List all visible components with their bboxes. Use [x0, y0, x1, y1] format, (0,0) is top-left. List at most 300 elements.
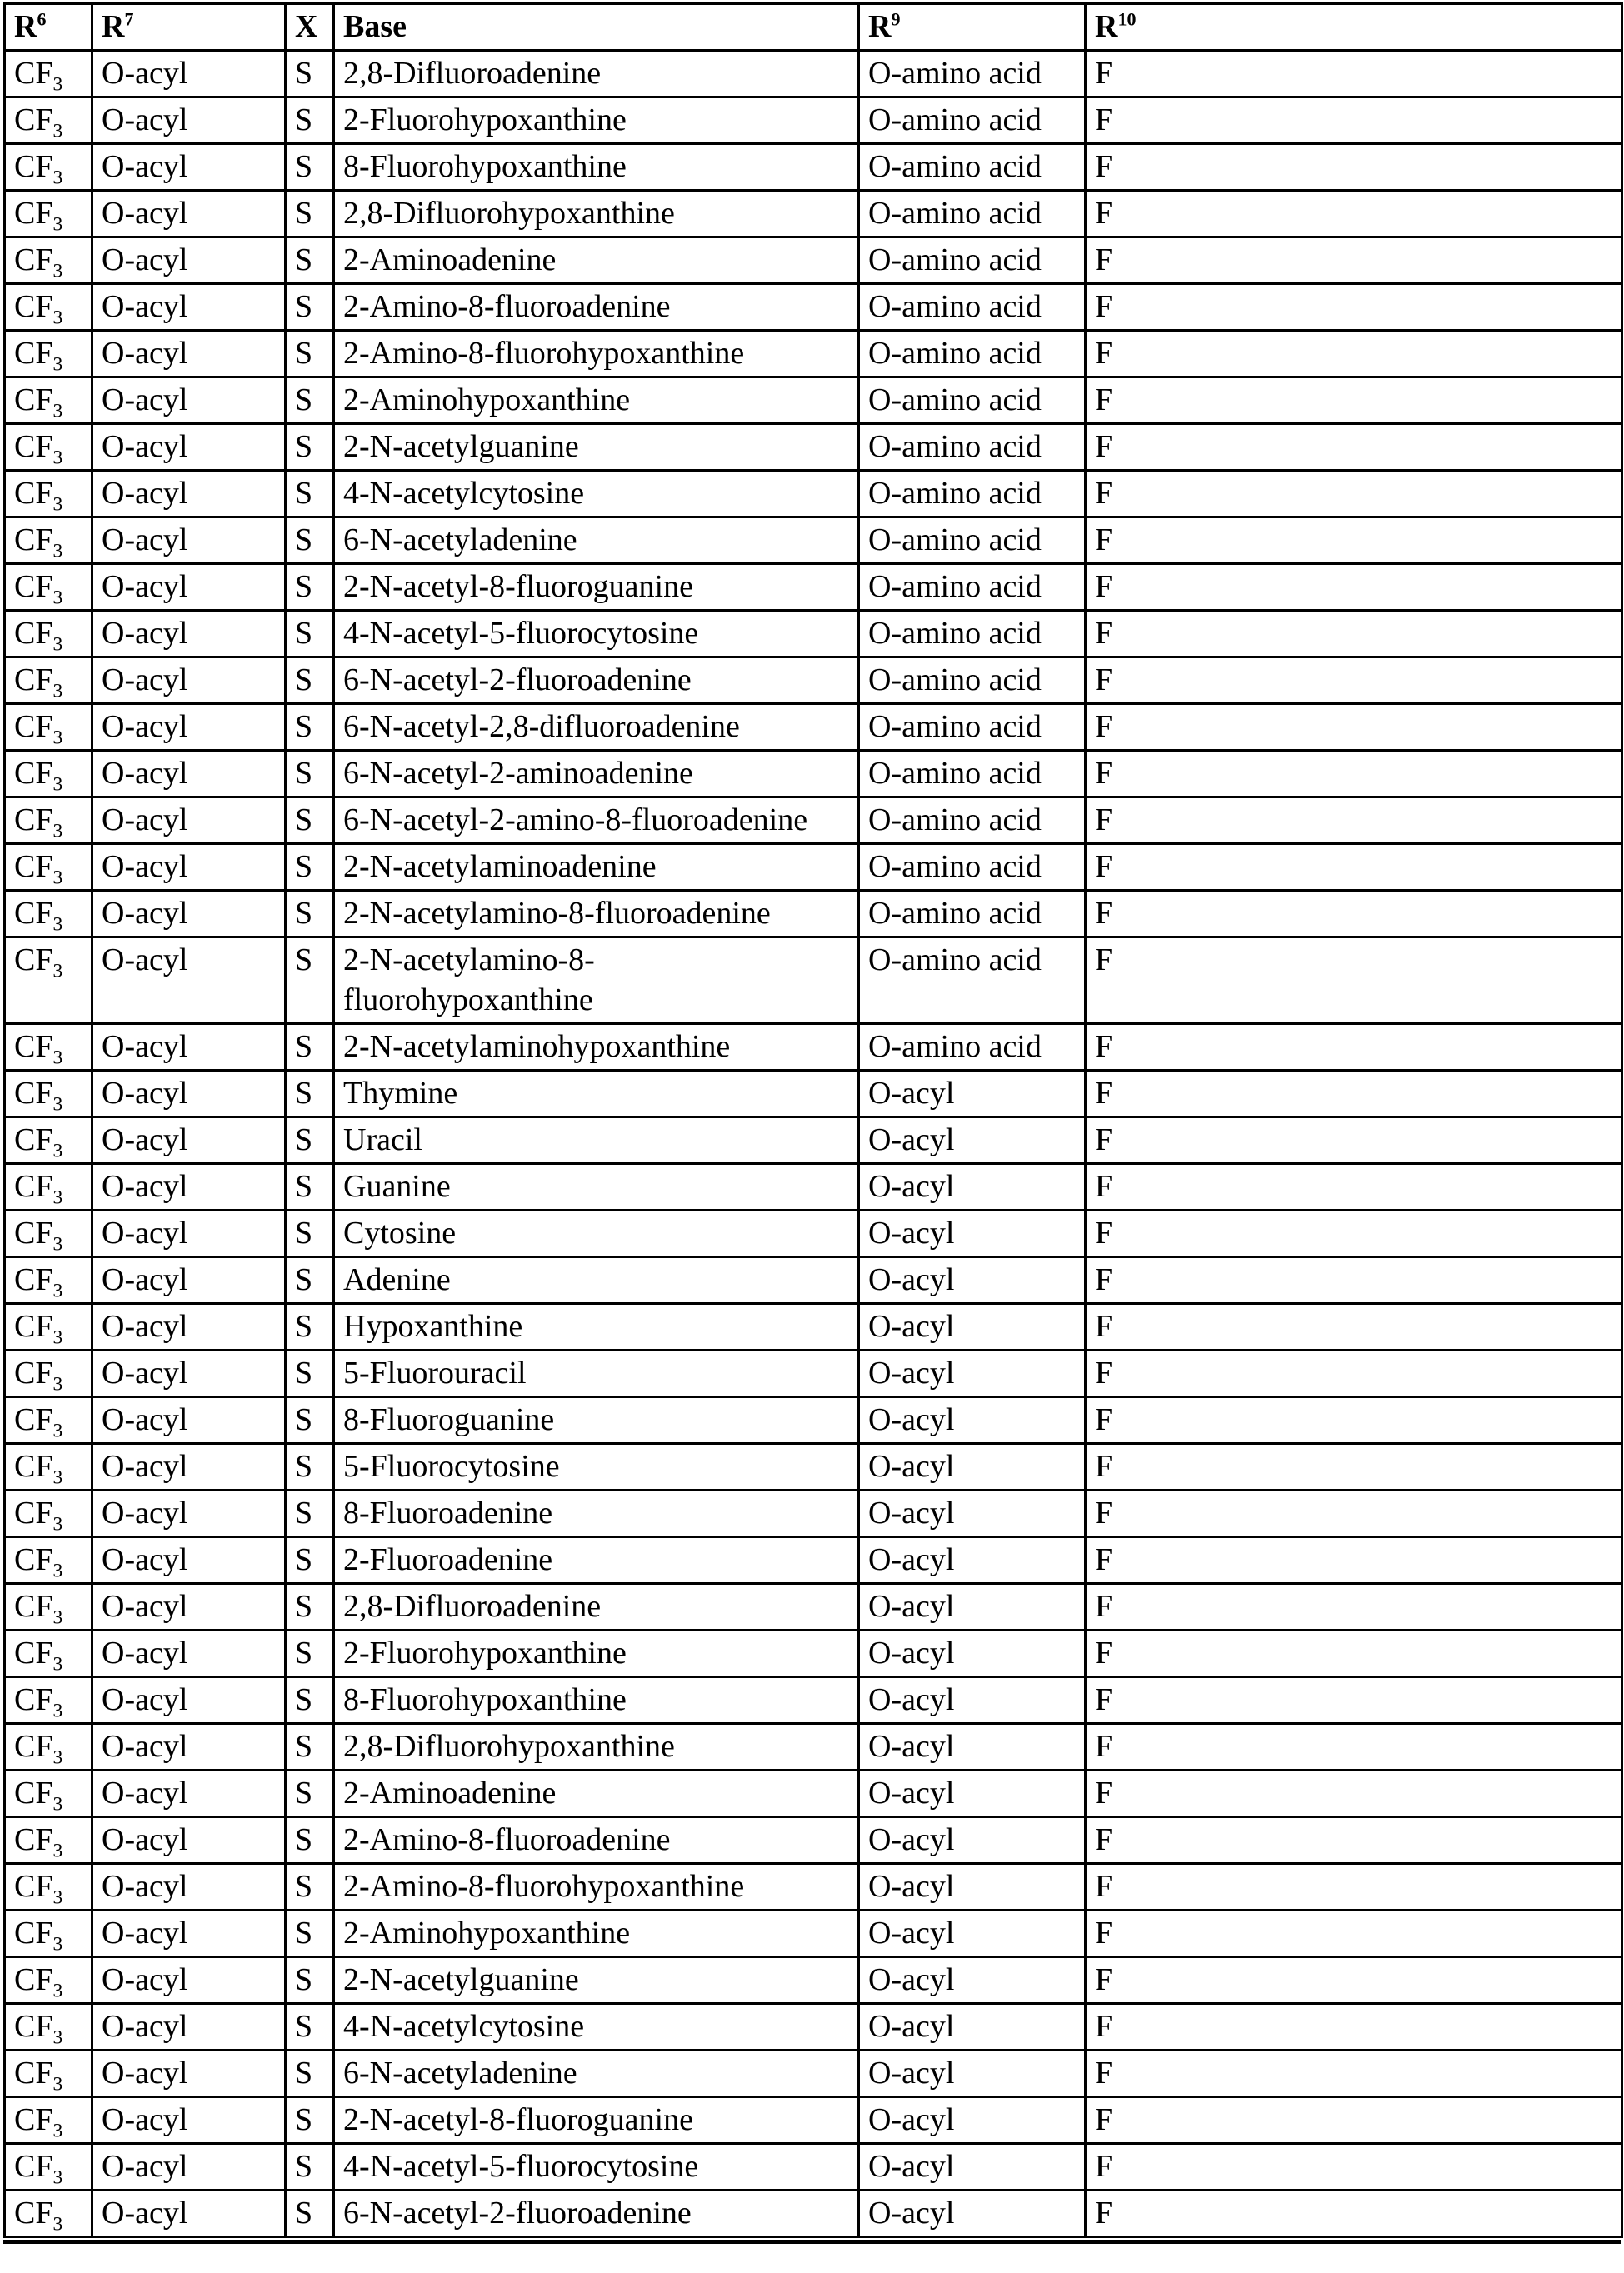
cell-r10: F — [1086, 2144, 1622, 2191]
cell-base: Uracil — [334, 1117, 859, 1164]
cell-r9: O-acyl — [859, 2097, 1086, 2144]
cell-r9: O-amino acid — [859, 424, 1086, 471]
cell-x: S — [286, 704, 334, 751]
table-row — [5, 1631, 1622, 1677]
cell-x: S — [286, 891, 334, 937]
table-row — [5, 1211, 1622, 1257]
cell-x: S — [286, 284, 334, 331]
cell-r7: O-acyl — [92, 844, 286, 891]
cell-r10: F — [1086, 937, 1622, 1024]
cell-r6: $CF_3$ — [5, 471, 92, 517]
cell-r10: F — [1086, 1164, 1622, 1211]
cell-r7: O-acyl — [92, 517, 286, 564]
cell-r6: $CF_3$ — [5, 1537, 92, 1584]
cell-r9: O-acyl — [859, 1211, 1086, 1257]
table-row — [5, 891, 1622, 937]
cell-x: S — [286, 657, 334, 704]
cell-r7: O-acyl — [92, 1444, 286, 1491]
cell-r9: O-acyl — [859, 2144, 1086, 2191]
cell-r7: O-acyl — [92, 2051, 286, 2097]
cell-r6: $CF_3$ — [5, 704, 92, 751]
cell-r7: O-acyl — [92, 1537, 286, 1584]
cell-r10: F — [1086, 237, 1622, 284]
cell-r10: F — [1086, 2004, 1622, 2051]
cell-r10: F — [1086, 331, 1622, 377]
cell-x: S — [286, 97, 334, 144]
cell-r6: $CF_3$ — [5, 797, 92, 844]
cell-r9: O-acyl — [859, 1397, 1086, 1444]
table-head — [5, 4, 1622, 51]
cell-r6: $CF_3$ — [5, 1584, 92, 1631]
cell-r9: O-amino acid — [859, 331, 1086, 377]
cell-r10: F — [1086, 51, 1622, 97]
cell-x: S — [286, 1257, 334, 1304]
cell-r7: O-acyl — [92, 1771, 286, 1817]
cell-r10: F — [1086, 1864, 1622, 1911]
table-row — [5, 1584, 1622, 1631]
cell-x: S — [286, 1631, 334, 1677]
cell-r10: F — [1086, 611, 1622, 657]
cell-r9: O-acyl — [859, 1911, 1086, 1957]
cell-r6: $CF_3$ — [5, 1304, 92, 1351]
cell-r10: F — [1086, 564, 1622, 611]
table-row — [5, 51, 1622, 97]
cell-r10: F — [1086, 1631, 1622, 1677]
cell-r6: $CF_3$ — [5, 1631, 92, 1677]
cell-base: 2-N-acetylamino-8-fluoroadenine — [334, 891, 859, 937]
table-row — [5, 797, 1622, 844]
cell-r6: $CF_3$ — [5, 237, 92, 284]
cell-base: 2,8-Difluoroadenine — [334, 1584, 859, 1631]
cell-x: S — [286, 1537, 334, 1584]
cell-r10: F — [1086, 1957, 1622, 2004]
cell-base: Cytosine — [334, 1211, 859, 1257]
cell-x: S — [286, 1444, 334, 1491]
cell-x: S — [286, 1304, 334, 1351]
cell-r7: O-acyl — [92, 51, 286, 97]
cell-r9: O-amino acid — [859, 144, 1086, 191]
cell-base: 2-Fluoroadenine — [334, 1537, 859, 1584]
cell-base: 6-N-acetyl-2-amino-8-fluoroadenine — [334, 797, 859, 844]
cell-r9: O-amino acid — [859, 891, 1086, 937]
cell-r10: F — [1086, 797, 1622, 844]
cell-x: S — [286, 1911, 334, 1957]
cell-r7: O-acyl — [92, 891, 286, 937]
table-row — [5, 424, 1622, 471]
table-row — [5, 471, 1622, 517]
table-row — [5, 1537, 1622, 1584]
cell-base: 4-N-acetyl-5-fluorocytosine — [334, 611, 859, 657]
cell-r10: F — [1086, 751, 1622, 797]
cell-r6: $CF_3$ — [5, 1491, 92, 1537]
cell-r7: O-acyl — [92, 1117, 286, 1164]
cell-r10: F — [1086, 1537, 1622, 1584]
cell-r10: F — [1086, 1584, 1622, 1631]
cell-x: S — [286, 471, 334, 517]
cell-r9: O-acyl — [859, 1444, 1086, 1491]
cell-r9: O-amino acid — [859, 237, 1086, 284]
cell-r6: $CF_3$ — [5, 1444, 92, 1491]
cell-x: S — [286, 1584, 334, 1631]
cell-r6: $CF_3$ — [5, 144, 92, 191]
cell-r10: F — [1086, 891, 1622, 937]
cell-x: S — [286, 2004, 334, 2051]
cell-base: 8-Fluorohypoxanthine — [334, 1677, 859, 1724]
cell-r7: O-acyl — [92, 1071, 286, 1117]
cell-x: S — [286, 751, 334, 797]
cell-base: 2-N-acetylaminoadenine — [334, 844, 859, 891]
cell-base: 2-Fluorohypoxanthine — [334, 1631, 859, 1677]
cell-r7: O-acyl — [92, 97, 286, 144]
cell-r10: F — [1086, 1304, 1622, 1351]
cell-r9: O-acyl — [859, 1677, 1086, 1724]
cell-r6: $CF_3$ — [5, 1677, 92, 1724]
cell-r6: $CF_3$ — [5, 1771, 92, 1817]
cell-x: S — [286, 424, 334, 471]
table-row — [5, 1164, 1622, 1211]
cell-base: Guanine — [334, 1164, 859, 1211]
cell-base: 2-Aminoadenine — [334, 237, 859, 284]
cell-x: S — [286, 1117, 334, 1164]
table-row — [5, 1677, 1622, 1724]
cell-base: 2-Amino-8-fluorohypoxanthine — [334, 1864, 859, 1911]
cell-r9: O-acyl — [859, 1164, 1086, 1211]
cell-base: 2-Aminohypoxanthine — [334, 1911, 859, 1957]
cell-r7: O-acyl — [92, 704, 286, 751]
cell-r9: O-acyl — [859, 1584, 1086, 1631]
cell-r7: O-acyl — [92, 751, 286, 797]
table-row — [5, 751, 1622, 797]
cell-r6: $CF_3$ — [5, 2051, 92, 2097]
cell-r9: O-amino acid — [859, 937, 1086, 1024]
cell-r6: $CF_3$ — [5, 1817, 92, 1864]
cell-r10: F — [1086, 1911, 1622, 1957]
cell-x: S — [286, 1351, 334, 1397]
cell-r6: $CF_3$ — [5, 377, 92, 424]
cell-r6: $CF_3$ — [5, 611, 92, 657]
cell-r6: $CF_3$ — [5, 2191, 92, 2237]
cell-base: 8-Fluorohypoxanthine — [334, 144, 859, 191]
cell-r7: O-acyl — [92, 1351, 286, 1397]
cell-base: 4-N-acetylcytosine — [334, 2004, 859, 2051]
table-header-row — [5, 4, 1622, 51]
table-row — [5, 1724, 1622, 1771]
cell-x: S — [286, 2097, 334, 2144]
cell-r10: F — [1086, 377, 1622, 424]
cell-x: S — [286, 1957, 334, 2004]
cell-r10: F — [1086, 144, 1622, 191]
cell-base: 6-N-acetyl-2-aminoadenine — [334, 751, 859, 797]
cell-x: S — [286, 1491, 334, 1537]
cell-r10: F — [1086, 97, 1622, 144]
cell-r6: $CF_3$ — [5, 891, 92, 937]
cell-r10: F — [1086, 1071, 1622, 1117]
cell-base: 8-Fluoroadenine — [334, 1491, 859, 1537]
cell-r6: $CF_3$ — [5, 1164, 92, 1211]
cell-base: 2-N-acetylaminohypoxanthine — [334, 1024, 859, 1071]
cell-base: 5-Fluorouracil — [334, 1351, 859, 1397]
table-row — [5, 1117, 1622, 1164]
cell-r7: O-acyl — [92, 1304, 286, 1351]
cell-r10: F — [1086, 844, 1622, 891]
cell-base: 2-Aminoadenine — [334, 1771, 859, 1817]
cell-r9: O-amino acid — [859, 704, 1086, 751]
cell-r9: O-amino acid — [859, 844, 1086, 891]
cell-r6: $CF_3$ — [5, 51, 92, 97]
table-row — [5, 1071, 1622, 1117]
table-row — [5, 191, 1622, 237]
cell-r10: F — [1086, 471, 1622, 517]
cell-base: 2-Aminohypoxanthine — [334, 377, 859, 424]
cell-r6: $CF_3$ — [5, 1117, 92, 1164]
column-header-r10: $R^{10}$ — [1086, 4, 1622, 51]
column-header-r9: $R^9$ — [859, 4, 1086, 51]
cell-r9: O-amino acid — [859, 517, 1086, 564]
cell-x: S — [286, 517, 334, 564]
cell-r6: $CF_3$ — [5, 1211, 92, 1257]
cell-x: S — [286, 611, 334, 657]
cell-r7: O-acyl — [92, 1024, 286, 1071]
cell-r10: F — [1086, 1724, 1622, 1771]
cell-r9: O-acyl — [859, 1771, 1086, 1817]
cell-r9: O-amino acid — [859, 191, 1086, 237]
cell-x: S — [286, 144, 334, 191]
cell-base: Thymine — [334, 1071, 859, 1117]
cell-r10: F — [1086, 191, 1622, 237]
cell-r6: $CF_3$ — [5, 1911, 92, 1957]
cell-r6: $CF_3$ — [5, 1071, 92, 1117]
cell-r10: F — [1086, 1351, 1622, 1397]
cell-base: 6-N-acetyladenine — [334, 2051, 859, 2097]
cell-r7: O-acyl — [92, 1957, 286, 2004]
cell-r7: O-acyl — [92, 1211, 286, 1257]
cell-r9: O-amino acid — [859, 51, 1086, 97]
cell-x: S — [286, 1211, 334, 1257]
cell-base: 6-N-acetyl-2,8-difluoroadenine — [334, 704, 859, 751]
cell-x: S — [286, 937, 334, 1024]
table-row — [5, 1771, 1622, 1817]
cell-r10: F — [1086, 424, 1622, 471]
table-row — [5, 611, 1622, 657]
cell-base: 2-N-acetyl-8-fluoroguanine — [334, 2097, 859, 2144]
cell-r9: O-acyl — [859, 2004, 1086, 2051]
cell-x: S — [286, 377, 334, 424]
table-row — [5, 564, 1622, 611]
cell-r7: O-acyl — [92, 191, 286, 237]
cell-r9: O-amino acid — [859, 377, 1086, 424]
cell-r6: $CF_3$ — [5, 844, 92, 891]
cell-base: 6-N-acetyladenine — [334, 517, 859, 564]
cell-base: 8-Fluoroguanine — [334, 1397, 859, 1444]
cell-r7: O-acyl — [92, 611, 286, 657]
cell-x: S — [286, 2051, 334, 2097]
cell-x: S — [286, 2191, 334, 2237]
cell-r7: O-acyl — [92, 1677, 286, 1724]
cell-r7: O-acyl — [92, 284, 286, 331]
cell-r10: F — [1086, 1491, 1622, 1537]
cell-r7: O-acyl — [92, 1724, 286, 1771]
cell-base: 6-N-acetyl-2-fluoroadenine — [334, 2191, 859, 2237]
cell-base: 2-Amino-8-fluorohypoxanthine — [334, 331, 859, 377]
cell-r7: O-acyl — [92, 564, 286, 611]
page-bottom-rule — [3, 2240, 1621, 2244]
cell-base: 2,8-Difluorohypoxanthine — [334, 1724, 859, 1771]
table-row — [5, 1911, 1622, 1957]
cell-x: S — [286, 191, 334, 237]
cell-r9: O-acyl — [859, 1071, 1086, 1117]
cell-x: S — [286, 1864, 334, 1911]
cell-base: Adenine — [334, 1257, 859, 1304]
cell-r10: F — [1086, 1444, 1622, 1491]
table-row — [5, 2144, 1622, 2191]
cell-r7: O-acyl — [92, 377, 286, 424]
cell-base: 4-N-acetyl-5-fluorocytosine — [334, 2144, 859, 2191]
cell-base: 5-Fluorocytosine — [334, 1444, 859, 1491]
cell-x: S — [286, 1817, 334, 1864]
table-row — [5, 1024, 1622, 1071]
column-header-r7: $R^7$ — [92, 4, 286, 51]
cell-base: 6-N-acetyl-2-fluoroadenine — [334, 657, 859, 704]
cell-r10: F — [1086, 1117, 1622, 1164]
cell-base: 2-Amino-8-fluoroadenine — [334, 1817, 859, 1864]
cell-r7: O-acyl — [92, 471, 286, 517]
cell-r9: O-acyl — [859, 2051, 1086, 2097]
cell-r9: O-amino acid — [859, 657, 1086, 704]
cell-base: 2-Amino-8-fluoroadenine — [334, 284, 859, 331]
cell-r7: O-acyl — [92, 1817, 286, 1864]
cell-r6: $CF_3$ — [5, 1724, 92, 1771]
column-header-x: X — [286, 4, 334, 51]
cell-r10: F — [1086, 704, 1622, 751]
table-row — [5, 2097, 1622, 2144]
table-row — [5, 2004, 1622, 2051]
cell-r6: $CF_3$ — [5, 1864, 92, 1911]
cell-r10: F — [1086, 1257, 1622, 1304]
cell-r9: O-amino acid — [859, 751, 1086, 797]
cell-base: Hypoxanthine — [334, 1304, 859, 1351]
cell-x: S — [286, 1024, 334, 1071]
cell-r6: $CF_3$ — [5, 1024, 92, 1071]
cell-r6: $CF_3$ — [5, 2097, 92, 2144]
cell-r10: F — [1086, 1024, 1622, 1071]
cell-r7: O-acyl — [92, 424, 286, 471]
cell-x: S — [286, 564, 334, 611]
cell-base: 4-N-acetylcytosine — [334, 471, 859, 517]
cell-base: 2-N-acetylguanine — [334, 1957, 859, 2004]
cell-r7: O-acyl — [92, 2004, 286, 2051]
cell-r6: $CF_3$ — [5, 751, 92, 797]
cell-r7: O-acyl — [92, 2097, 286, 2144]
cell-r7: O-acyl — [92, 144, 286, 191]
cell-r9: O-amino acid — [859, 471, 1086, 517]
cell-x: S — [286, 1397, 334, 1444]
column-header-base: Base — [334, 4, 859, 51]
cell-r6: $CF_3$ — [5, 424, 92, 471]
cell-r10: F — [1086, 517, 1622, 564]
table-row — [5, 1304, 1622, 1351]
cell-r6: $CF_3$ — [5, 284, 92, 331]
cell-r7: O-acyl — [92, 1257, 286, 1304]
cell-r7: O-acyl — [92, 1584, 286, 1631]
cell-r7: O-acyl — [92, 657, 286, 704]
cell-r6: $CF_3$ — [5, 2144, 92, 2191]
cell-x: S — [286, 51, 334, 97]
cell-r6: $CF_3$ — [5, 564, 92, 611]
cell-r10: F — [1086, 1677, 1622, 1724]
table-row — [5, 377, 1622, 424]
table-row — [5, 517, 1622, 564]
table-row — [5, 844, 1622, 891]
table-row — [5, 1397, 1622, 1444]
table-row — [5, 284, 1622, 331]
cell-r7: O-acyl — [92, 331, 286, 377]
cell-x: S — [286, 797, 334, 844]
cell-r9: O-acyl — [859, 1491, 1086, 1537]
cell-r9: O-acyl — [859, 1537, 1086, 1584]
table-row — [5, 1864, 1622, 1911]
cell-x: S — [286, 1771, 334, 1817]
cell-x: S — [286, 1071, 334, 1117]
cell-r9: O-amino acid — [859, 611, 1086, 657]
cell-r7: O-acyl — [92, 1911, 286, 1957]
cell-base: 2-N-acetylguanine — [334, 424, 859, 471]
cell-r7: O-acyl — [92, 237, 286, 284]
table-row — [5, 1351, 1622, 1397]
cell-r10: F — [1086, 1817, 1622, 1864]
table-row — [5, 2051, 1622, 2097]
table-body — [5, 51, 1622, 2237]
cell-r7: O-acyl — [92, 937, 286, 1024]
substituent-table — [3, 2, 1623, 2238]
cell-r9: O-acyl — [859, 1724, 1086, 1771]
cell-r6: $CF_3$ — [5, 1257, 92, 1304]
table-row — [5, 1257, 1622, 1304]
cell-x: S — [286, 237, 334, 284]
cell-r9: O-acyl — [859, 1817, 1086, 1864]
cell-r10: F — [1086, 2191, 1622, 2237]
table-row — [5, 1817, 1622, 1864]
cell-r10: F — [1086, 1397, 1622, 1444]
cell-base: 2,8-Difluorohypoxanthine — [334, 191, 859, 237]
column-header-r6: $R^6$ — [5, 4, 92, 51]
cell-r7: O-acyl — [92, 2144, 286, 2191]
cell-r9: O-amino acid — [859, 1024, 1086, 1071]
table-row — [5, 331, 1622, 377]
cell-r10: F — [1086, 2051, 1622, 2097]
cell-r10: F — [1086, 1771, 1622, 1817]
cell-r9: O-amino acid — [859, 284, 1086, 331]
table-row — [5, 1957, 1622, 2004]
cell-base: 2-N-acetylamino-8- fluorohypoxanthine — [334, 937, 859, 1024]
cell-r9: O-amino acid — [859, 797, 1086, 844]
cell-r7: O-acyl — [92, 1631, 286, 1677]
cell-x: S — [286, 1677, 334, 1724]
table-row — [5, 1444, 1622, 1491]
table-row — [5, 1491, 1622, 1537]
cell-r6: $CF_3$ — [5, 1957, 92, 2004]
cell-r7: O-acyl — [92, 1491, 286, 1537]
cell-x: S — [286, 844, 334, 891]
table-row — [5, 144, 1622, 191]
cell-r6: $CF_3$ — [5, 331, 92, 377]
cell-r6: $CF_3$ — [5, 517, 92, 564]
cell-r6: $CF_3$ — [5, 1397, 92, 1444]
cell-r9: O-acyl — [859, 1351, 1086, 1397]
cell-r9: O-acyl — [859, 1957, 1086, 2004]
cell-r7: O-acyl — [92, 797, 286, 844]
cell-x: S — [286, 1164, 334, 1211]
cell-x: S — [286, 2144, 334, 2191]
